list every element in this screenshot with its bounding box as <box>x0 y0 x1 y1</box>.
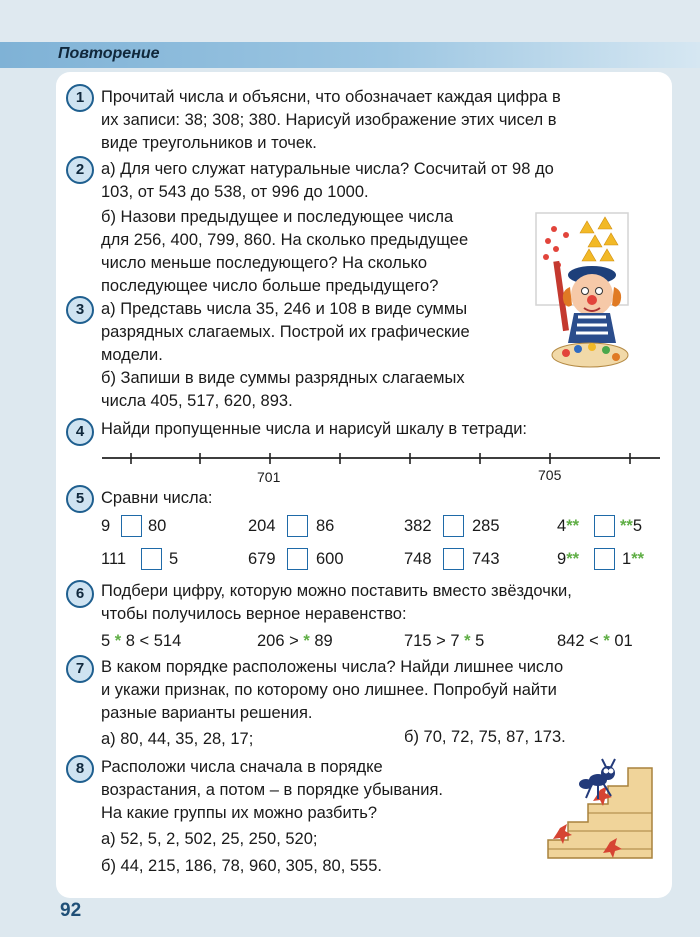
inequality <box>557 630 633 653</box>
compare-left-masked <box>557 515 579 538</box>
asterisks: ** <box>620 517 633 535</box>
compare-right-masked <box>622 548 644 571</box>
task-8-number: 8 <box>66 755 94 783</box>
task-3b-line-1: б) Запиши в виде суммы разрядных слагаемых <box>101 369 465 387</box>
compare-box[interactable] <box>443 548 464 570</box>
task-2a-line-2: 103, от 543 до 538, от 996 до 1000. <box>101 183 369 201</box>
task-6-line-1: Подбери цифру, которую можно поставить вместо звёздочки, <box>101 582 572 600</box>
digit: 9 <box>557 550 567 568</box>
task-7-number: 7 <box>66 655 94 683</box>
compare-left: 204 <box>248 517 276 535</box>
compare-right: 743 <box>472 550 500 568</box>
compare-right-masked <box>620 515 642 538</box>
compare-left: 382 <box>404 517 432 535</box>
task-2b-line-1: б) Назови предыдущее и последующее числа <box>101 208 454 226</box>
task-2-number: 2 <box>66 156 94 184</box>
ineq-part: 8 < 514 <box>121 632 182 650</box>
compare-right: 86 <box>316 517 335 535</box>
task-2b-line-3: число меньше последующего? На сколько <box>101 254 428 272</box>
task-5-text: Сравни числа: <box>101 489 213 507</box>
star: * <box>603 632 610 650</box>
task-8-line-2: возрастания, а потом – в порядке убывания. <box>101 781 443 799</box>
ineq-part: 01 <box>609 632 633 650</box>
compare-box[interactable] <box>594 548 615 570</box>
ineq-part: 5 <box>470 632 485 650</box>
digit: 1 <box>622 550 632 568</box>
task-6-number: 6 <box>66 580 94 608</box>
asterisks: ** <box>566 550 580 568</box>
ineq-part: 715 > 7 <box>404 632 465 650</box>
star: * <box>114 632 122 650</box>
ineq-part: 5 <box>101 632 115 650</box>
task-7-line-1: В каком порядке расположены числа? Найди лишнее число <box>101 658 564 676</box>
task-1-line-2: их записи: 38; 308; 380. Нарисуй изображение этих чисел в <box>101 111 557 129</box>
task-8-line-1: Расположи числа сначала в порядке <box>101 758 383 776</box>
task-7-a: а) 80, 44, 35, 28, 17; <box>101 730 254 748</box>
compare-right: 5 <box>169 550 179 568</box>
task-3-number: 3 <box>66 296 94 324</box>
compare-box[interactable] <box>141 548 162 570</box>
compare-left: 9 <box>101 517 111 535</box>
task-8-line-3: На какие группы их можно разбить? <box>101 804 378 822</box>
task-3b-line-2: числа 405, 517, 620, 893. <box>101 392 293 410</box>
asterisks: ** <box>631 550 645 568</box>
compare-box[interactable] <box>287 515 308 537</box>
compare-left: 679 <box>248 550 276 568</box>
inequality <box>404 630 484 653</box>
task-4-number: 4 <box>66 418 94 446</box>
task-8-b: б) 44, 215, 186, 78, 960, 305, 80, 555. <box>101 857 382 875</box>
inequality <box>101 630 181 653</box>
task-6-line-2: чтобы получилось верное неравенство: <box>101 605 407 623</box>
compare-box[interactable] <box>443 515 464 537</box>
task-4-text: Найди пропущенные числа и нарисуй шкалу в тетради: <box>101 420 528 438</box>
task-3a-line-2: разрядных слагаемых. Построй их графические <box>101 323 470 341</box>
task-7-b: б) 70, 72, 75, 87, 173. <box>404 728 566 746</box>
compare-box[interactable] <box>287 548 308 570</box>
task-3a-line-3: модели. <box>101 346 163 364</box>
compare-box[interactable] <box>594 515 615 537</box>
task-1-line-1: Прочитай числа и объясни, что обозначает каждая цифра в <box>101 88 561 106</box>
task-7-line-2: и укажи признак, по которому оно лишнее. Попробуй найти <box>101 681 557 699</box>
page-number: 92 <box>60 900 82 921</box>
section-title: Повторение <box>58 45 160 62</box>
task-2b-line-4: последующее число больше предыдущего? <box>101 277 439 295</box>
scale-label-701: 701 <box>257 469 281 485</box>
compare-left: 111 <box>101 550 127 568</box>
asterisks: ** <box>566 517 580 535</box>
inequality <box>257 630 333 653</box>
task-7-line-3: разные варианты решения. <box>101 704 313 722</box>
task-1-number: 1 <box>66 84 94 112</box>
compare-left: 748 <box>404 550 432 568</box>
task-2a-line-1: а) Для чего служат натуральные числа? Сосчитай от 98 до <box>101 160 554 178</box>
compare-left-masked <box>557 548 579 571</box>
task-1-line-3: виде треугольников и точек. <box>101 134 317 152</box>
task-3a-line-1: а) Представь числа 35, 246 и 108 в виде суммы <box>101 300 468 318</box>
digit: 5 <box>632 517 643 535</box>
star: * <box>303 632 310 650</box>
ineq-part: 89 <box>309 632 333 650</box>
task-8-a: а) 52, 5, 2, 502, 25, 250, 520; <box>101 830 318 848</box>
compare-right: 600 <box>316 550 344 568</box>
task-5-number: 5 <box>66 485 94 513</box>
scale-label-705: 705 <box>538 467 562 483</box>
ineq-part: 842 < <box>557 632 604 650</box>
compare-right: 80 <box>148 517 167 535</box>
star: * <box>464 632 471 650</box>
compare-right: 285 <box>472 517 500 535</box>
ant-on-stairs-illustration <box>540 758 660 866</box>
task-2b-line-2: для 256, 400, 799, 860. На сколько предыдущее <box>101 231 469 249</box>
digit: 4 <box>557 517 567 535</box>
ineq-part: 206 > <box>257 632 304 650</box>
compare-box[interactable] <box>121 515 142 537</box>
